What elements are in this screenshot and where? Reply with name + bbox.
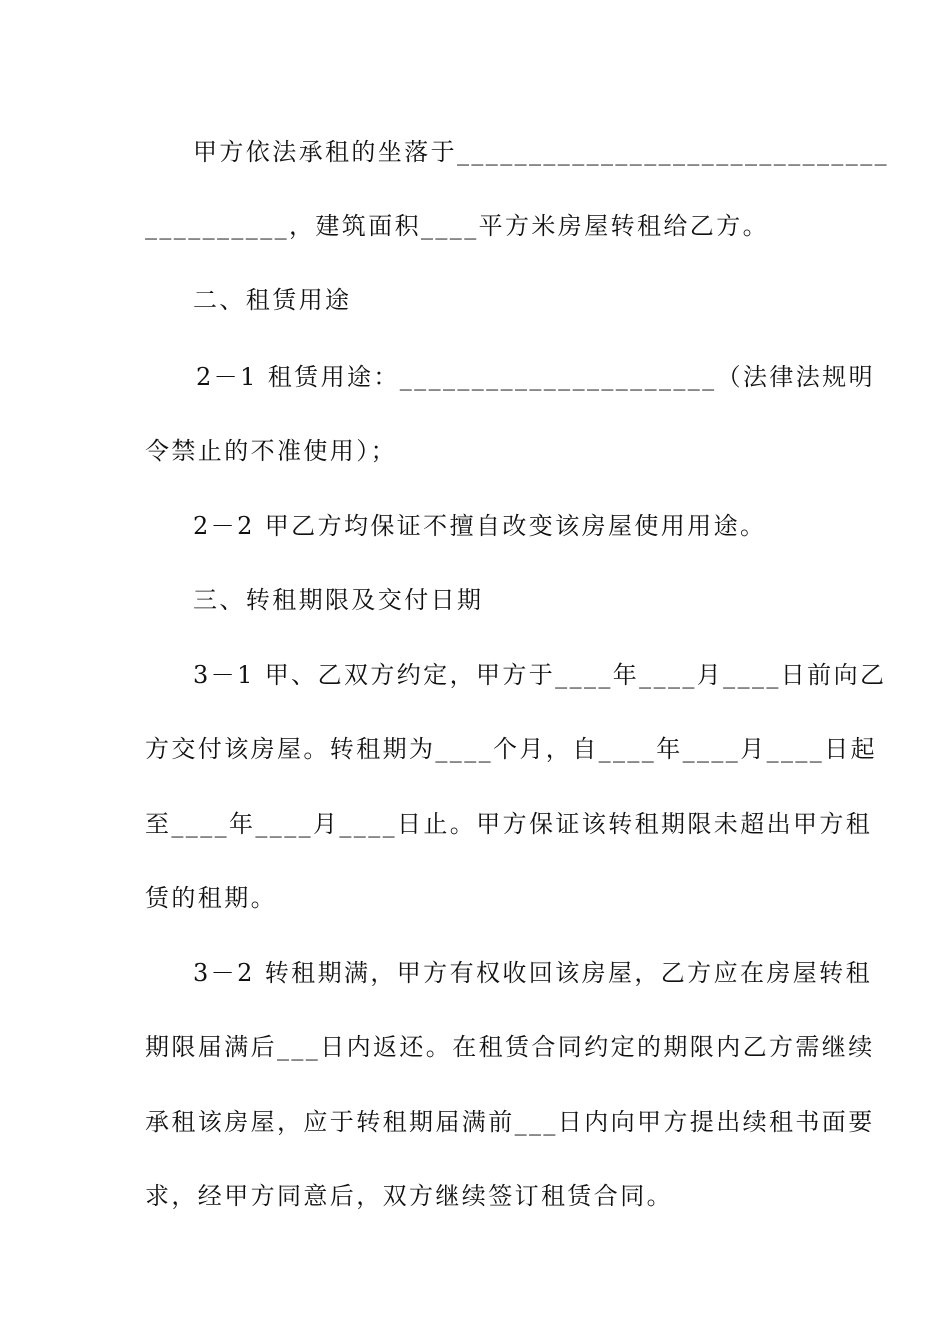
clause-3-2-line-4: 求，经甲方同意后，双方继续签订租赁合同。: [145, 1182, 673, 1210]
clause-3-1-line-3: 至____年____月____日止。甲方保证该转租期限未超出甲方租: [145, 810, 873, 838]
clause-2-1-line-1: 2－1 租赁用途：______________________（法律法规明: [196, 363, 875, 391]
clause-3-1-line-4: 赁的租期。: [145, 884, 277, 912]
clause-2-2: 2－2 甲乙方均保证不擅自改变该房屋使用用途。: [193, 512, 767, 540]
clause-3-2-line-1: 3－2 转租期满，甲方有权收回该房屋，乙方应在房屋转租: [193, 959, 872, 987]
clause-2-1-line-2: 令禁止的不准使用）；: [145, 437, 397, 465]
section-heading-3: 三、转租期限及交付日期: [193, 586, 484, 614]
clause-3-2-line-3: 承租该房屋，应于转租期届满前___日内向甲方提出续租书面要: [145, 1108, 875, 1136]
clause-intro-line-2: __________，建筑面积____平方米房屋转租给乙方。: [145, 212, 769, 240]
clause-intro-line-1: 甲方依法承租的坐落于______________________________: [193, 138, 889, 166]
clause-3-2-line-2: 期限届满后___日内返还。在租赁合同约定的期限内乙方需继续: [145, 1033, 875, 1061]
clause-3-1-line-2: 方交付该房屋。转租期为____个月，自____年____月____日起: [145, 735, 877, 763]
clause-3-1-line-1: 3－1 甲、乙双方约定，甲方于____年____月____日前向乙: [193, 661, 887, 689]
section-heading-2: 二、租赁用途: [193, 286, 352, 314]
